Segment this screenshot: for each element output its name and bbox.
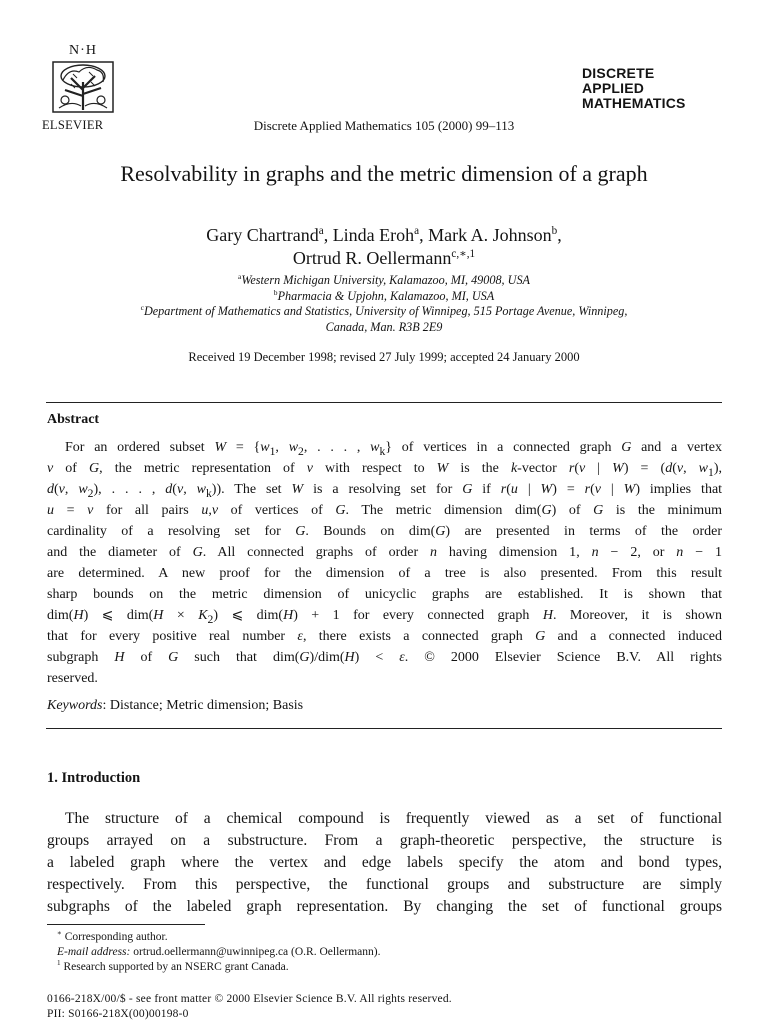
intro-line: The structure of a chemical compound is frequently viewed as a set of functional bbox=[65, 810, 722, 827]
journal-brand-line: DISCRETE bbox=[582, 65, 655, 81]
abstract-line: d(v, $w_2$), . . . , d(v, $w_k$)). The set W is a resolving set for G if r(u | W) = r(v | W) implies that bbox=[47, 482, 723, 500]
intro-line: groups arrayed on a substructure. From a graph-theoretic perspective, the structure is bbox=[47, 832, 722, 849]
logo-nh-text: N·H bbox=[69, 43, 97, 58]
keywords-text: : Distance; Metric dimension; Basis bbox=[102, 698, 304, 713]
abstract-line: dim(H) ⩽ $dim(H \times K_2)$ ⩽ dim(H) + 1 for every connected graph H. Moreover, it is shown bbox=[47, 608, 722, 626]
keywords bbox=[47, 698, 303, 714]
author-name: Mark A. Johnson bbox=[428, 225, 552, 245]
footnote-rule bbox=[47, 924, 205, 925]
author-mark: b bbox=[551, 225, 558, 237]
affiliation-mark: c bbox=[140, 302, 144, 312]
affiliation-mark: a bbox=[238, 271, 242, 281]
abstract-line: sharp bounds on the metric dimension of unicyclic graphs are established. It is shown that bbox=[47, 587, 722, 602]
author-name: Gary Chartrand bbox=[206, 225, 319, 245]
pii-line: PII: S0166-218X(00)00198-0 bbox=[47, 1008, 189, 1020]
section-title: Introduction bbox=[61, 770, 141, 786]
email-address: ortrud.oellermann@uwinnipeg.ca (O.R. Oellermann). bbox=[130, 946, 381, 958]
affiliations bbox=[40, 273, 728, 335]
journal-brand-line: MATHEMATICS bbox=[582, 95, 686, 111]
elsevier-logo bbox=[40, 44, 126, 114]
intro-line: a labeled graph where the vertex and edge labels specify the atom and bond types, bbox=[47, 854, 722, 871]
author-name: Linda Eroh bbox=[332, 225, 415, 245]
email-label: E-mail address: bbox=[57, 946, 131, 958]
footnote-mark: 1 bbox=[57, 959, 61, 968]
affiliation bbox=[40, 273, 728, 289]
abstract-line: subgraph H of G such that dim(G)/dim(H) < ε. © 2000 Elsevier Science B.V. All rights bbox=[47, 650, 723, 665]
affiliation-text: Department of Mathematics and Statistics, University of Winnipeg, 515 Portage Avenue, Winnipeg, bbox=[143, 304, 628, 318]
elsevier-tree-emblem-icon bbox=[51, 60, 115, 114]
publisher-name: ELSEVIER bbox=[42, 118, 104, 132]
abstract-line: u = v for all pairs u,v of vertices of G. The metric dimension dim(G) of G is the minimum bbox=[47, 503, 723, 518]
intro-line: respectively. From this perspective, the functional groups and substructure are simply bbox=[47, 876, 722, 893]
received-dates: Received 19 December 1998; revised 27 July 1999; accepted 24 January 2000 bbox=[188, 350, 580, 364]
affiliation-text: Canada, Man. R3B 2E9 bbox=[325, 319, 443, 334]
affiliation-text: Western Michigan University, Kalamazoo, MI, 49008, USA bbox=[241, 273, 530, 287]
affiliation-text: Pharmacia & Upjohn, Kalamazoo, MI, USA bbox=[277, 288, 495, 303]
journal-brand-line: APPLIED bbox=[582, 80, 645, 96]
abstract-line: are determined. A new proof for the dimension of a tree is also presented. From this result bbox=[47, 566, 722, 581]
section-number: 1. bbox=[47, 770, 58, 786]
keywords-label: Keywords bbox=[47, 698, 103, 713]
affiliation bbox=[40, 320, 728, 336]
author-mark: c,∗,1 bbox=[451, 248, 476, 260]
author-mark: a bbox=[318, 225, 324, 237]
abstract-line: v of G, the metric representation of v with respect to W is the k-vector r(v | W) = (d(v, $w_1$), bbox=[47, 461, 722, 479]
journal-citation: Discrete Applied Mathematics 105 (2000) 99–113 bbox=[253, 118, 515, 133]
abstract-line: that for every positive real number ε, there exists a connected graph G and a connected induced bbox=[47, 629, 722, 644]
abstract-heading: Abstract bbox=[47, 412, 100, 427]
journal-brand bbox=[582, 66, 686, 111]
footnote-corresponding: ∗ Corresponding author. bbox=[57, 929, 168, 943]
affiliation bbox=[40, 289, 728, 305]
footnote-support: $^1$ Research supported by an NSERC grant Canada. bbox=[57, 959, 289, 973]
affiliation-mark: b bbox=[273, 287, 278, 297]
affiliation bbox=[40, 304, 728, 320]
abstract-line: For an ordered subset $W = \{w_1$, $w_2$, . . . , $w_k$} of vertices in a connected graph G and a vertex bbox=[65, 440, 723, 458]
abstract-line: cardinality of a resolving set for G. Bounds on dim(G) are presented in terms of the order bbox=[47, 524, 722, 539]
author-name: Ortrud R. Oellermann bbox=[292, 248, 452, 268]
author-list: Gary Chartrand$^a$, Linda Eroh$^a$, Mark A. Johnson$^b$, Ortrud R. Oellermann$^{c,∗,1}$ bbox=[206, 225, 562, 268]
footnote-email bbox=[57, 945, 380, 959]
copyright-line: 0166-218X/00/$ - see front matter © 2000 Elsevier Science B.V. All rights reserved. bbox=[47, 993, 452, 1005]
abstract-bottom-rule bbox=[46, 728, 722, 729]
author-mark: a bbox=[414, 225, 420, 237]
abstract-line: and the diameter of G. All connected graphs of order n having dimension 1, n − 2, or n − 1 bbox=[47, 545, 723, 560]
abstract-line: reserved. bbox=[47, 671, 98, 686]
intro-line: subgraphs of the labeled graph representation. By changing the set of functional groups bbox=[47, 898, 722, 915]
paper-title: Resolvability in graphs and the metric dimension of a graph bbox=[120, 161, 648, 186]
abstract-top-rule bbox=[46, 402, 722, 403]
section-heading bbox=[47, 770, 140, 787]
footnote-mark: ∗ bbox=[57, 929, 62, 938]
